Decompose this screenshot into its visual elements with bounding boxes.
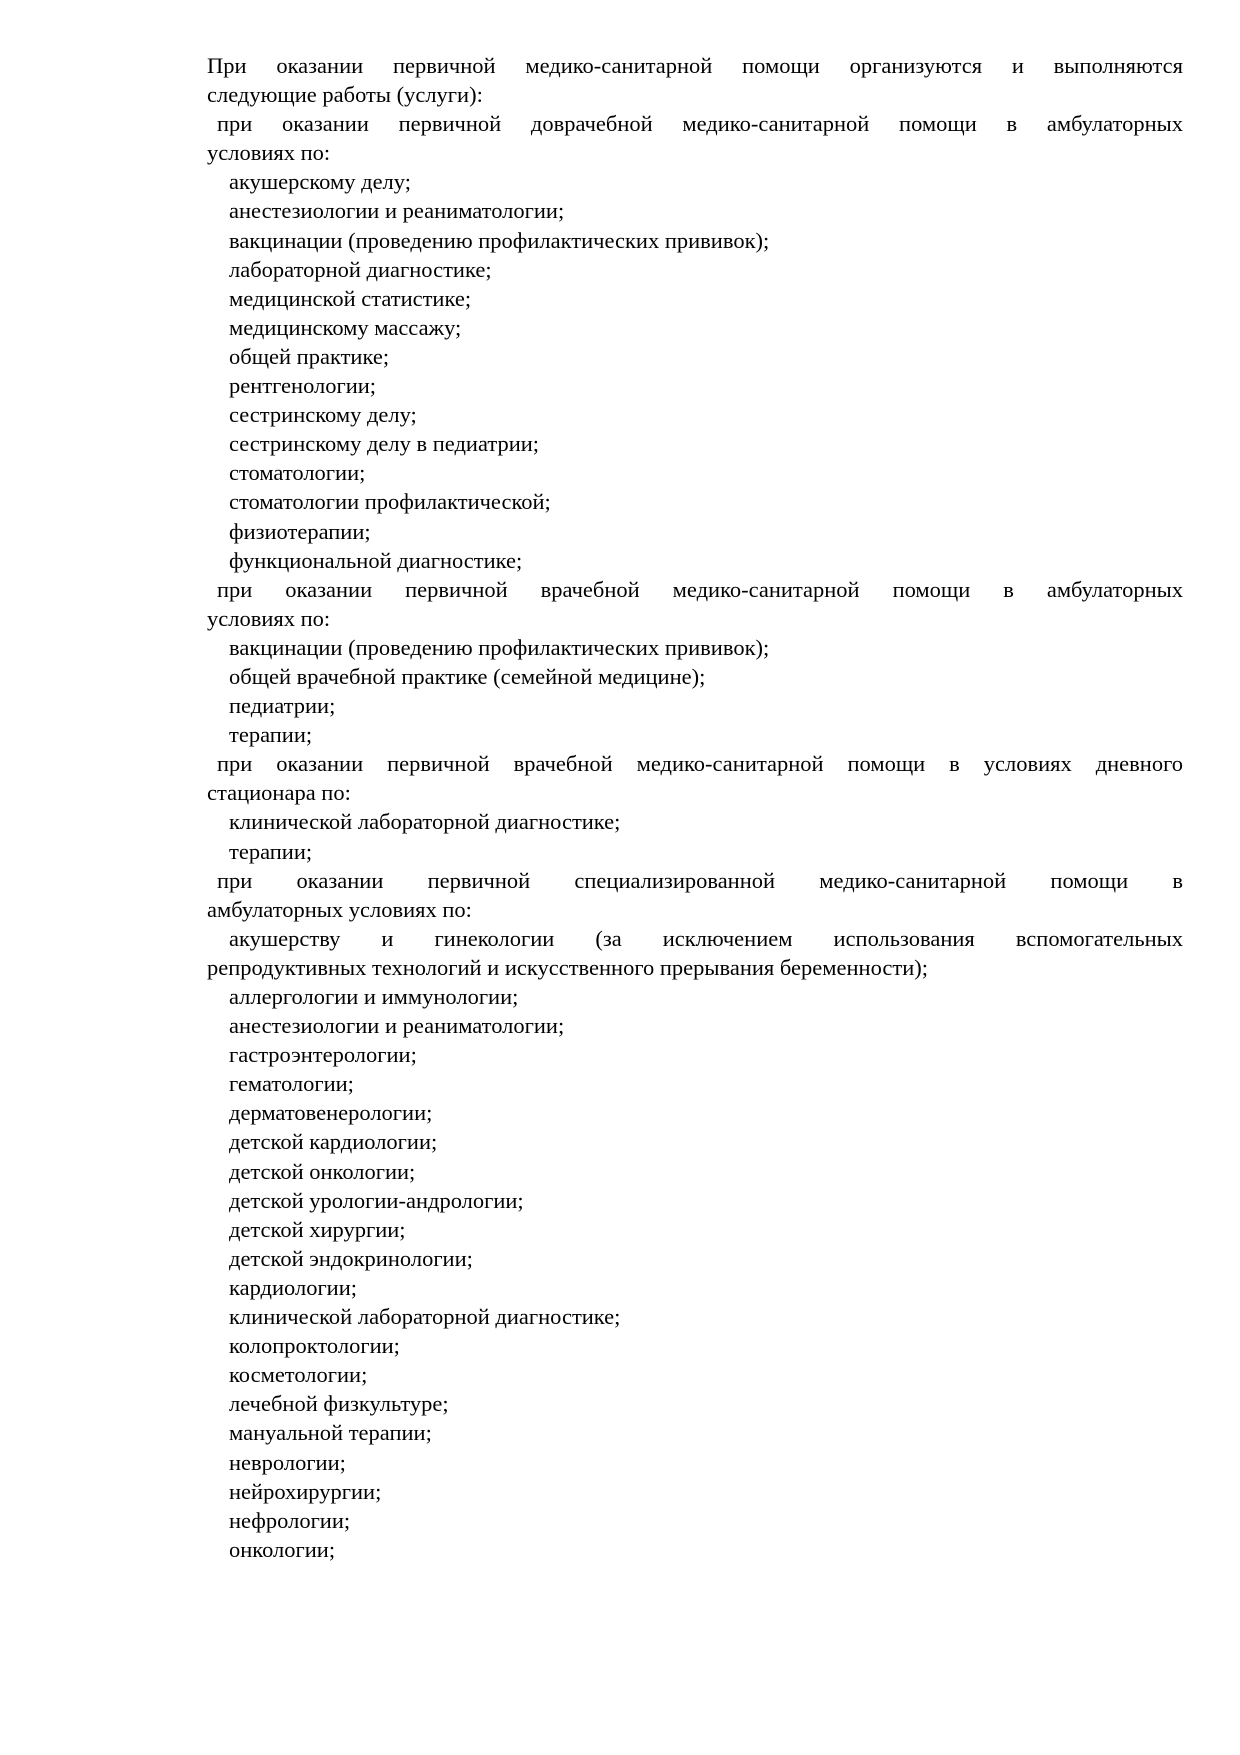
list-item [207, 1215, 1183, 1244]
list-item [207, 1098, 1183, 1127]
list-item [207, 167, 1183, 196]
text-line: анестезиологии и реаниматологии; [229, 198, 565, 224]
text-line: аллергологии и иммунологии; [229, 984, 519, 1009]
text-line: стоматологии профилактической; [229, 489, 551, 515]
list-item [207, 837, 1183, 866]
text-line: детской кардиологии; [229, 1129, 438, 1155]
text-line: при оказании первичной специализированной медико-санитарной помощи в [217, 867, 1183, 893]
text-line: общей практике; [229, 343, 390, 369]
text-line: При оказании первичной медико-санитарной помощи организуются и выполняются [207, 53, 1183, 78]
list-item [207, 1273, 1183, 1302]
text-line: условиях по: [207, 605, 331, 631]
paragraph [207, 51, 1183, 109]
list-item [207, 1448, 1183, 1477]
text-line: при оказании первичной доврачебной медико-санитарной помощи в амбулаторных [217, 111, 1183, 137]
text-line: детской эндокринологии; [229, 1245, 473, 1271]
list-item [207, 284, 1183, 313]
list-item [207, 720, 1183, 749]
list-item [207, 1157, 1183, 1186]
paragraph [207, 575, 1183, 633]
list-item [207, 924, 1183, 982]
paragraph [207, 109, 1183, 167]
text-line: при оказании первичной врачебной медико-санитарной помощи в амбулаторных [217, 576, 1183, 602]
text-line: педиатрии; [229, 693, 336, 719]
text-line: лабораторной диагностике; [229, 256, 492, 282]
list-item [207, 400, 1183, 429]
list-item [207, 313, 1183, 342]
text-line: стоматологии; [229, 460, 366, 486]
text-line: рентгенологии; [229, 373, 377, 399]
list-item [207, 662, 1183, 691]
list-item [207, 371, 1183, 400]
list-item [207, 1506, 1183, 1535]
text-line: условиях по: [207, 140, 331, 166]
list-item [207, 633, 1183, 662]
text-line: вакцинации (проведению профилактических прививок); [229, 227, 770, 253]
text-line: кардиологии; [229, 1274, 358, 1300]
text-line: анестезиологии и реаниматологии; [229, 1013, 565, 1039]
text-line: стационара по: [207, 780, 351, 806]
list-item [207, 255, 1183, 284]
list-item [207, 691, 1183, 720]
list-item [207, 807, 1183, 836]
text-line: клинической лабораторной диагностике; [229, 1304, 621, 1330]
text-line: акушерству и гинекологии (за исключением использования вспомогательных [229, 925, 1183, 951]
text-line: амбулаторных условиях по: [207, 896, 472, 922]
text-line: детской онкологии; [229, 1158, 416, 1184]
list-item [207, 226, 1183, 255]
text-line: нейрохирургии; [229, 1478, 382, 1504]
list-item [207, 429, 1183, 458]
document-text [207, 51, 1183, 1564]
text-line: при оказании первичной врачебной медико-санитарной помощи в условиях дневного [217, 751, 1183, 777]
list-item [207, 546, 1183, 575]
text-line: неврологии; [229, 1449, 346, 1475]
paragraph [207, 866, 1183, 924]
text-line: акушерскому делу; [229, 169, 411, 195]
text-line: гастроэнтерологии; [229, 1042, 417, 1068]
text-line: вакцинации (проведению профилактических прививок); [229, 634, 770, 660]
list-item [207, 458, 1183, 487]
list-item [207, 1011, 1183, 1040]
text-line: детской хирургии; [229, 1216, 406, 1242]
list-item [207, 1069, 1183, 1098]
list-item [207, 1302, 1183, 1331]
list-item [207, 1186, 1183, 1215]
text-line: детской урологии-андрологии; [229, 1187, 524, 1213]
text-line: следующие работы (услуги): [207, 82, 483, 108]
list-item [207, 1360, 1183, 1389]
list-item [207, 1331, 1183, 1360]
text-line: клинической лабораторной диагностике; [229, 809, 621, 835]
text-line: дерматовенерологии; [229, 1100, 433, 1126]
list-item [207, 517, 1183, 546]
text-line: функциональной диагностике; [229, 547, 523, 573]
text-line: медицинскому массажу; [229, 314, 462, 340]
list-item [207, 196, 1183, 225]
text-line: колопроктологии; [229, 1333, 400, 1359]
text-line: нефрологии; [229, 1507, 351, 1533]
text-line: общей врачебной практике (семейной медицине); [229, 663, 706, 689]
list-item [207, 1040, 1183, 1069]
text-line: терапии; [229, 722, 313, 748]
list-item [207, 487, 1183, 516]
paragraph [207, 749, 1183, 807]
text-line: терапии; [229, 838, 313, 864]
text-line: лечебной физкультуре; [229, 1391, 449, 1417]
list-item [207, 1418, 1183, 1447]
list-item [207, 1389, 1183, 1418]
text-line: репродуктивных технологий и искусственного прерывания беременности); [207, 954, 928, 980]
text-line: медицинской статистике; [229, 285, 472, 311]
list-item [207, 1535, 1183, 1564]
list-item [207, 982, 1183, 1011]
text-line: мануальной терапии; [229, 1420, 432, 1446]
list-item [207, 342, 1183, 371]
list-item [207, 1244, 1183, 1273]
list-item [207, 1477, 1183, 1506]
text-line: физиотерапии; [229, 518, 371, 544]
text-line: сестринскому делу в педиатрии; [229, 431, 540, 457]
text-line: сестринскому делу; [229, 402, 417, 428]
list-item [207, 1127, 1183, 1156]
text-line: онкологии; [229, 1536, 336, 1562]
text-line: гематологии; [229, 1071, 354, 1097]
text-line: косметологии; [229, 1362, 368, 1388]
